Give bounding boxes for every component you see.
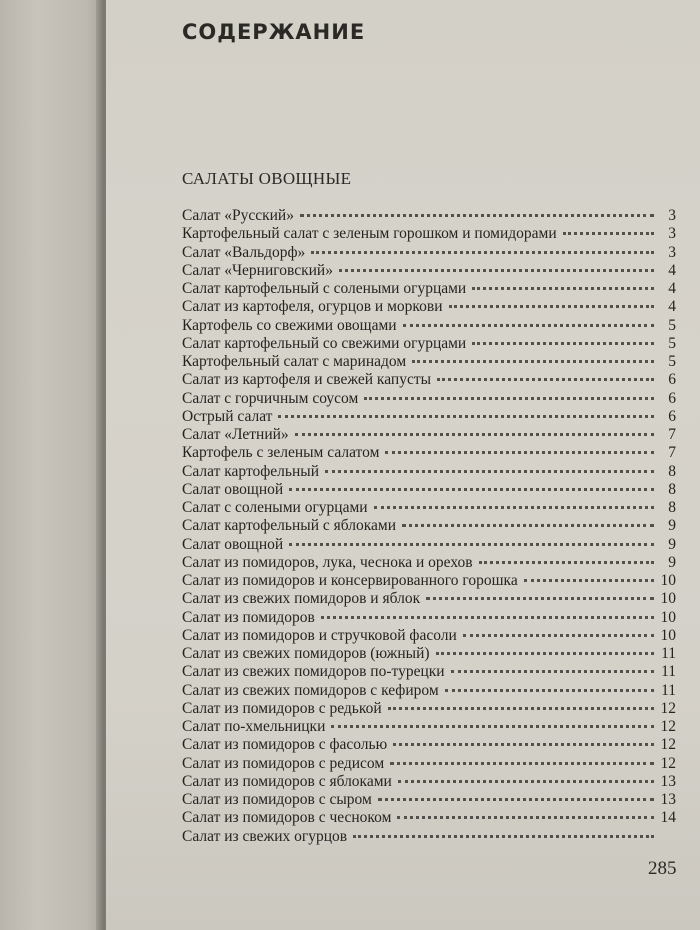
dot-leader [412,346,654,363]
dot-leader [479,547,654,564]
dot-leader [289,474,654,491]
toc-entry-page: 4 [668,280,676,297]
toc-entry-title: Салат из свежих помидоров и яблок [182,590,421,608]
toc-entry-page: 11 [661,645,676,662]
toc-entry-title: Картофель со свежими овощами [182,316,397,334]
toc-entry-title: Салат из помидоров с чесноком [182,809,392,827]
toc-entry-page: 8 [668,499,676,516]
toc-entry-page: 9 [668,517,676,535]
dot-leader [321,602,654,619]
toc-entry-page: 8 [668,480,676,498]
toc-entry-title: Салат по-хмельницки [182,718,326,735]
toc-entry-title: Салат из помидоров с редькой [182,699,382,717]
dot-leader [374,492,654,509]
toc-entry-title: Салат из свежих огурцов [182,827,348,845]
toc-entry-page: 7 [668,444,676,462]
section-heading: САЛАТЫ ОВОЩНЫЕ [182,169,352,188]
toc-entry-title: Салат из свежих помидоров с кефиром [182,681,439,699]
toc-entry-page: 10 [660,608,676,626]
toc-entry-title: Острый салат [182,407,273,425]
toc-entry-title: Салат «Вальдорф» [182,243,306,261]
dot-leader [397,802,654,819]
toc-entry-page: 10 [660,572,676,589]
toc-entry-page: 8 [668,462,676,480]
dot-leader [300,200,654,217]
toc-entry-title: Салат «Летний» [182,426,289,443]
toc-entry-title: Салат из помидоров с сыром [182,791,372,808]
dot-leader [445,675,654,692]
toc-entry-page: 12 [660,736,676,754]
toc-entry-title: Салат из помидоров [182,608,315,626]
dot-leader [385,437,654,454]
toc-entry-title: Салат из помидоров и стручковой фасоли [182,626,457,644]
toc-entry-page: 4 [668,261,676,279]
toc-entry-page: 14 [660,809,676,827]
dot-leader [325,456,654,473]
dot-leader [331,711,654,728]
dot-leader [390,748,654,765]
toc-entry-title: Салат картофельный со свежими огурцами [182,334,467,352]
page-title: СОДЕРЖАНИЕ [182,20,366,44]
dot-leader [398,766,654,783]
toc-entry-page: 12 [660,754,676,772]
dot-leader [278,401,654,418]
toc-entry-title: Салат овощной [182,480,284,498]
toc-entry-page: 7 [668,426,676,443]
dot-leader [388,693,654,710]
dot-leader [339,255,654,272]
toc-entry-title: Салат из помидоров, лука, чеснока и орехов [182,553,473,571]
dot-leader [463,620,654,637]
dot-leader [402,510,654,527]
toc-entry-title: Салат картофельный с солеными огурцами [182,280,467,297]
toc-list [182,203,676,845]
page-number: 285 [648,858,677,879]
dot-leader [289,529,654,546]
toc-entry-page: 9 [668,553,676,571]
dot-leader [436,638,654,655]
dot-leader [393,729,654,746]
toc-entry-page: 4 [668,298,676,316]
book-page [106,0,700,930]
toc-entry-page: 12 [660,718,676,735]
dot-leader [295,419,654,436]
toc-entry-title: Салат из картофеля и свежей капусты [182,371,432,389]
dot-leader [449,291,654,308]
toc-entry-page: 13 [660,791,676,808]
dot-leader [437,364,654,381]
dot-leader [403,310,654,327]
toc-entry-page: 6 [668,407,676,425]
toc-entry-title: Картофель с зеленым салатом [182,444,380,462]
toc-entry-page: 3 [668,243,676,261]
toc-entry-page: 6 [668,389,676,407]
toc-entry-page: 3 [668,225,676,243]
toc-entry-title: Салат из помидоров с редисом [182,754,385,772]
toc-entry-title: Салат из помидоров с фасолью [182,736,388,754]
dot-leader [472,328,654,345]
dot-leader [353,821,654,838]
dot-leader [472,273,654,290]
toc-entry-title: Салат из помидоров и консервированного горошка [182,572,518,589]
toc-entry-title: Салат «Черниговский» [182,261,333,279]
toc-entry-title: Салат овощной [182,535,284,553]
dot-leader [451,656,654,673]
dot-leader [364,383,654,400]
toc-entry-page: 5 [668,334,676,352]
toc-entry-title: Картофельный салат с маринадом [182,353,407,370]
toc-entry-page: 3 [668,207,676,224]
dot-leader [378,784,654,801]
toc-entry-page: 9 [668,535,676,553]
toc-entry-title: Салат картофельный с яблоками [182,517,397,535]
toc-entry-page: 6 [668,371,676,389]
toc-entry-page: 12 [660,699,676,717]
toc-entry-title: Салат из помидоров с яблоками [182,772,392,790]
toc-entry-title: Салат с горчичным соусом [182,389,359,407]
toc-entry-title: Салат «Русский» [182,207,294,224]
toc-entry-title: Картофельный салат с зеленым горошком и помидорами [182,225,557,243]
toc-entry-page: 10 [660,626,676,644]
toc-entry-page: 13 [660,772,676,790]
dot-leader [524,565,654,582]
toc-entry-title: Салат из свежих помидоров по-турецки [182,663,445,681]
toc-entry-page: 11 [661,663,676,681]
toc-entry-title: Салат картофельный [182,462,319,480]
left-page-edge [0,0,108,930]
dot-leader [311,237,654,254]
toc-entry-page: 10 [660,590,676,608]
toc-entry-page: 5 [668,353,676,370]
dot-leader [426,583,654,600]
toc-entry-page: 5 [668,316,676,334]
toc-entry-page: 11 [661,681,676,699]
toc-entry-title: Салат с солеными огурцами [182,499,368,516]
dot-leader [563,218,654,235]
toc-entry-title: Салат из свежих помидоров (южный) [182,645,430,662]
toc-entry-title: Салат из картофеля, огурцов и моркови [182,298,443,316]
